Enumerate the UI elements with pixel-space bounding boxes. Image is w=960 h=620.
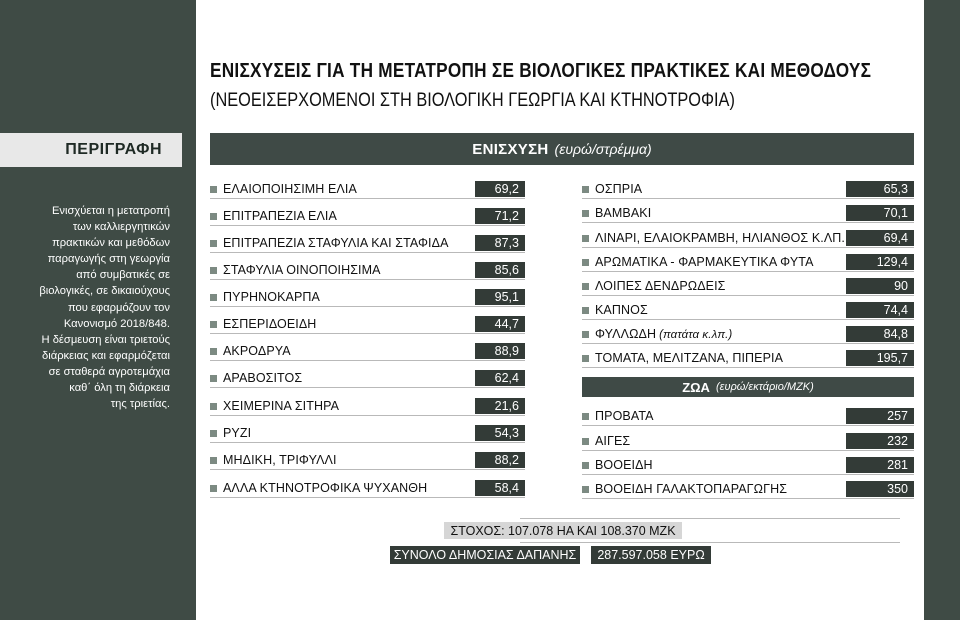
bullet-square-icon (210, 403, 217, 410)
bullet-square-icon (582, 210, 589, 217)
list-item (582, 325, 914, 344)
list-item (210, 234, 525, 253)
description-line: Κανονισμό 2018/848. (63, 317, 170, 330)
item-value: 74,4 (846, 302, 914, 318)
animals-header-unit: (ευρώ/εκτάριο/ΜΖΚ) (715, 381, 814, 393)
item-value: 232 (846, 433, 914, 449)
page-subtitle: (ΝΕΟΕΙΣΕΡΧΟΜΕΝΟΙ ΣΤΗ ΒΙΟΛΟΓΙΚΗ ΓΕΩΡΓΙΑ ΚΑΙ ΚΤΗΝΟΤΡΟΦΙΑ) (210, 90, 735, 111)
list-item (210, 288, 525, 307)
item-label-text: ΒΑΜΒΑΚΙ (595, 206, 652, 220)
list-item (582, 480, 914, 499)
item-label (595, 303, 846, 317)
list-item (210, 479, 525, 498)
animals-header (582, 377, 914, 397)
list-item (582, 180, 914, 199)
bullet-square-icon (582, 259, 589, 266)
bullet-square-icon (210, 375, 217, 382)
bullet-square-icon (210, 485, 217, 492)
description-line: παραγωγής στη γεωργία (47, 253, 170, 266)
description-line: που εφαρμόζουν τον (67, 301, 170, 314)
item-label (595, 231, 846, 245)
divider (520, 542, 900, 543)
animals-header-label: ΖΩΑ (682, 379, 710, 395)
item-label (595, 255, 846, 269)
list-item (582, 407, 914, 426)
item-value: 257 (846, 408, 914, 424)
bullet-square-icon (210, 430, 217, 437)
item-label: ΑΛΛΑ ΚΤΗΝΟΤΡΟΦΙΚΑ ΨΥΧΑΝΘΗ (223, 481, 428, 495)
bullet-square-icon (210, 348, 217, 355)
list-item (210, 261, 525, 280)
item-value: 54,3 (475, 425, 525, 441)
table-header-label: ΕΝΙΣΧΥΣΗ (472, 140, 549, 158)
item-label: ΡΥΖΙ (223, 426, 252, 440)
bullet-square-icon (582, 413, 589, 420)
item-value: 90 (846, 278, 914, 294)
item-label-text: ΚΑΠΝΟΣ (595, 303, 648, 317)
item-value: 44,7 (475, 316, 525, 332)
item-value: 62,4 (475, 370, 525, 386)
bullet-square-icon (210, 213, 217, 220)
description-line: Η δέσμευση είναι τριετούς (41, 333, 170, 346)
description-line: Ενισχύεται η μετατροπή (51, 205, 170, 217)
divider (520, 518, 900, 519)
total-value: 287.597.058 ΕΥΡΩ (591, 546, 711, 564)
item-value: 21,6 (475, 398, 525, 414)
bullet-square-icon (210, 267, 217, 274)
list-item (582, 253, 914, 272)
item-value: 71,2 (475, 208, 525, 224)
item-label-text: ΑΡΩΜΑΤΙΚΑ - ΦΑΡΜΑΚΕΥΤΙΚΑ ΦΥΤΑ (595, 255, 814, 269)
list-item (210, 207, 525, 226)
description-line: της τριετίας. (110, 398, 170, 411)
description-line: πρακτικών και μεθόδων (52, 237, 170, 250)
list-item (210, 315, 525, 334)
bullet-square-icon (210, 457, 217, 464)
item-value: 88,2 (475, 452, 525, 468)
description-heading: ΠΕΡΙΓΡΑΦΗ (0, 133, 182, 167)
page-title: ΕΝΙΣΧΥΣΕΙΣ ΓΙΑ ΤΗ ΜΕΤΑΤΡΟΠΗ ΣΕ ΒΙΟΛΟΓΙΚΕΣ ΠΡΑΚΤΙΚΕΣ ΚΑΙ ΜΕΘΟΔΟΥΣ (210, 60, 872, 82)
item-value: 58,4 (475, 480, 525, 496)
description-line: καθ΄ όλη τη διάρκεια (69, 382, 170, 395)
total-label: ΣΥΝΟΛΟ ΔΗΜΟΣΙΑΣ ΔΑΠΑΝΗΣ (390, 546, 580, 564)
bullet-square-icon (210, 186, 217, 193)
item-value: 70,1 (846, 205, 914, 221)
list-item (210, 180, 525, 199)
item-value: 65,3 (846, 181, 914, 197)
item-label: ΑΡΑΒΟΣΙΤΟΣ (223, 371, 303, 385)
table-header-unit: (ευρώ/στρέμμα) (554, 141, 652, 157)
list-item (582, 456, 914, 475)
bullet-square-icon (582, 462, 589, 469)
item-value: 281 (846, 457, 914, 473)
bullet-square-icon (582, 235, 589, 242)
item-label-text: ΦΥΛΛΩΔΗ (595, 327, 657, 341)
item-label (595, 279, 846, 293)
item-label-text: ΤΟΜΑΤΑ, ΜΕΛΙΤΖΑΝΑ, ΠΙΠΕΡΙΑ (595, 351, 784, 365)
bullet-square-icon (582, 355, 589, 362)
item-label-text: ΟΣΠΡΙΑ (595, 182, 643, 196)
item-value: 69,2 (475, 181, 525, 197)
bullet-square-icon (582, 307, 589, 314)
bullet-square-icon (210, 240, 217, 247)
bullet-square-icon (582, 486, 589, 493)
bullet-square-icon (582, 283, 589, 290)
list-item (582, 229, 914, 248)
item-label (595, 206, 846, 220)
item-label: ΑΚΡΟΔΡΥΑ (223, 344, 291, 358)
description-text (30, 203, 170, 412)
item-value: 84,8 (846, 326, 914, 342)
item-label-text: ΛΙΝΑΡΙ, ΕΛΑΙΟΚΡΑΜΒΗ, ΗΛΙΑΝΘΟΣ Κ.ΛΠ. (595, 231, 845, 245)
list-item (582, 432, 914, 451)
item-label: ΒΟΟΕΙΔΗ ΓΑΛΑΚΤΟΠΑΡΑΓΩΓΗΣ (595, 482, 788, 496)
list-item (210, 424, 525, 443)
description-line: βιολογικές, σε δικαιούχους (39, 285, 170, 298)
bullet-square-icon (582, 331, 589, 338)
list-item (210, 369, 525, 388)
right-border (924, 0, 960, 620)
item-label (595, 327, 846, 341)
item-label: ΕΛΑΙΟΠΟΙΗΣΙΜΗ ΕΛΙΑ (223, 182, 357, 196)
item-label: ΧΕΙΜΕΡΙΝΑ ΣΙΤΗΡΑ (223, 399, 340, 413)
description-line: διάρκειας και εφαρμόζεται (42, 349, 170, 362)
item-value: 69,4 (846, 230, 914, 246)
item-label: ΒΟΟΕΙΔΗ (595, 458, 653, 472)
description-line: σε σταθερά αγροτεμάχια (48, 365, 170, 378)
bullet-square-icon (210, 294, 217, 301)
item-label (595, 351, 846, 365)
item-label: ΑΙΓΕΣ (595, 434, 631, 448)
list-item (582, 204, 914, 223)
list-item (582, 349, 914, 368)
bullet-square-icon (582, 186, 589, 193)
item-label (595, 182, 846, 196)
item-label: ΕΣΠΕΡΙΔΟΕΙΔΗ (223, 317, 317, 331)
item-note: (πατάτα κ.λπ.) (659, 329, 733, 341)
item-value: 88,9 (475, 343, 525, 359)
description-line: των καλλιεργητικών (72, 221, 170, 234)
list-item (210, 342, 525, 361)
item-label: ΠΡΟΒΑΤΑ (595, 409, 654, 423)
list-item (210, 397, 525, 416)
item-label: ΜΗΔΙΚΗ, ΤΡΙΦΥΛΛΙ (223, 453, 337, 467)
item-label-text: ΛΟΙΠΕΣ ΔΕΝΔΡΩΔΕΙΣ (595, 279, 726, 293)
item-label: ΠΥΡΗΝΟΚΑΡΠΑ (223, 290, 320, 304)
description-line: από συμβατικές σε (76, 269, 170, 282)
item-value: 87,3 (475, 235, 525, 251)
item-label: ΣΤΑΦΥΛΙΑ ΟΙΝΟΠΟΙΗΣΙΜΑ (223, 263, 381, 277)
list-item (582, 301, 914, 320)
item-value: 195,7 (846, 350, 914, 366)
item-label: ΕΠΙΤΡΑΠΕΖΙΑ ΣΤΑΦΥΛΙΑ ΚΑΙ ΣΤΑΦΙΔΑ (223, 236, 449, 250)
table-header (210, 133, 914, 165)
item-label: ΕΠΙΤΡΑΠΕΖΙΑ ΕΛΙΑ (223, 209, 337, 223)
list-item (582, 277, 914, 296)
item-value: 350 (846, 481, 914, 497)
list-item (210, 451, 525, 470)
bullet-square-icon (582, 438, 589, 445)
item-value: 129,4 (846, 254, 914, 270)
bullet-square-icon (210, 321, 217, 328)
target-summary: ΣΤΟΧΟΣ: 107.078 ΗΑ ΚΑΙ 108.370 ΜΖΚ (444, 522, 682, 539)
item-value: 85,6 (475, 262, 525, 278)
item-value: 95,1 (475, 289, 525, 305)
